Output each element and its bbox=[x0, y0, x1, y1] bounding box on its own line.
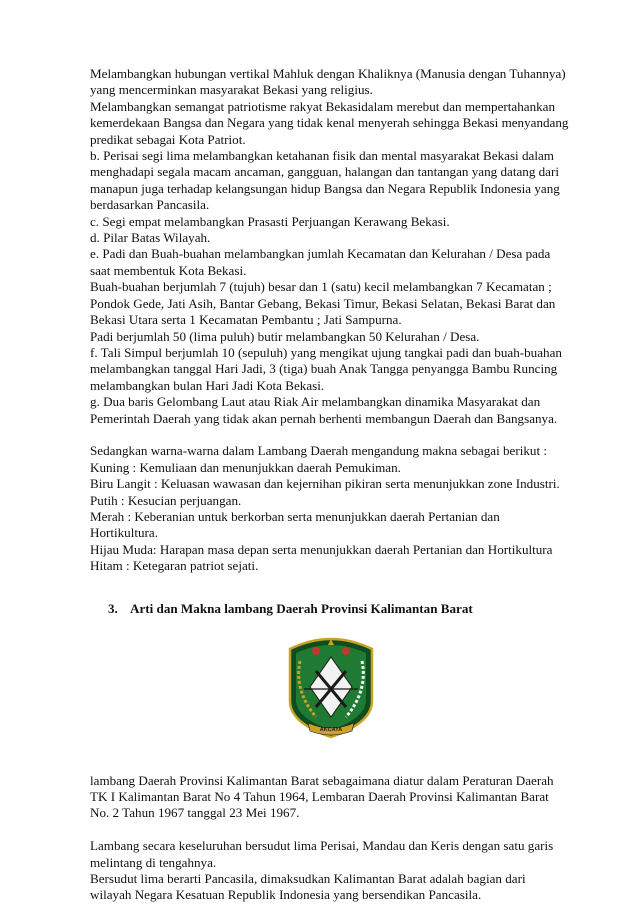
paragraph: Melambangkan semangat patriotisme rakyat Bekasidalam merebut dan mempertahankan kemerdekaan Bangsa dan Negara yang tidak kenal menyerah sehingga Bekasi menyandang predikat sebagai Kota Patriot. bbox=[90, 98, 569, 147]
paragraph: Kuning : Kemuliaan dan menunjukkan daerah Pemukiman. bbox=[90, 459, 401, 475]
emblem-banner-text: AKCAYA bbox=[319, 726, 343, 733]
section-heading bbox=[90, 601, 570, 617]
paragraph: Melambangkan hubungan vertikal Mahluk dengan Khaliknya (Manusia dengan Tuhannya) yang mencerminkan masyarakat Bekasi yang religius. bbox=[90, 66, 566, 98]
heading-number: 3. bbox=[108, 600, 118, 616]
paragraph: Sedangkan warna-warna dalam Lambang Daerah mengandung makna sebagai berikut : bbox=[90, 443, 548, 459]
emblem-figure bbox=[90, 631, 570, 751]
heading-text: Arti dan Makna lambang Daerah Provinsi Kalimantan Barat bbox=[130, 600, 473, 616]
paragraph: g. Dua baris Gelombang Laut atau Riak Air melambangkan dinamika Masyarakat dan Pemerintah Daerah yang tidak akan pernah berhenti membangun Daerah dan Bangsanya. bbox=[90, 394, 558, 426]
paragraph: Merah : Keberanian untuk berkorban serta menunjukkan daerah Pertanian dan Hortikultura. bbox=[90, 508, 500, 541]
bottom-section bbox=[90, 773, 570, 904]
document-page bbox=[90, 66, 570, 904]
paragraph: d. Pilar Batas Wilayah. bbox=[90, 230, 211, 246]
spacer bbox=[90, 575, 570, 601]
spacer bbox=[90, 822, 570, 838]
paragraph: f. Tali Simpul berjumlah 10 (sepuluh) yang mengikat ujung tangkai padi dan buah-buahan melambangkan tanggal Hari Jadi, 3 (tiga) buah Anak Tangga penyangga Bambu Runcing melambangkan bulan Hari Jadi Kota Bekasi. bbox=[90, 344, 562, 393]
paragraph: c. Segi empat melambangkan Prasasti Perjuangan Kerawang Bekasi. bbox=[90, 213, 450, 229]
spacer bbox=[90, 427, 570, 443]
kalimantan-barat-emblem-image bbox=[286, 631, 376, 741]
colors-section bbox=[90, 443, 570, 574]
paragraph: Hijau Muda: Harapan masa depan serta menunjukkan daerah Pertanian dan Hortikultura bbox=[90, 541, 553, 557]
paragraph: Lambang secara keseluruhan bersudut lima Perisai, Mandau dan Keris dengan satu garis melintang di tengahnya. bbox=[90, 838, 554, 870]
paragraph: b. Perisai segi lima melambangkan ketahanan fisik dan mental masyarakat Bekasi dalam menghadapi segala macam ancaman, gangguan, halangan dan tantangan yang datang dari manapun juga terhadap kelangsungan hidup Bangsa dan Negara Republik Indonesia yang berdasarkan Pancasila. bbox=[90, 148, 560, 213]
paragraph: Buah-buahan berjumlah 7 (tujuh) besar dan 1 (satu) kecil melambangkan 7 Kecamatan ; Pondok Gede, Jati Asih, Bantar Gebang, Bekasi Timur, Bekasi Selatan, Bekasi Barat dan Bekasi Utara serta 1 Kecamatan Pembantu ; Jati Sampurna. bbox=[90, 279, 556, 328]
paragraph: e. Padi dan Buah-buahan melambangkan jumlah Kecamatan dan Kelurahan / Desa pada saat membentuk Kota Bekasi. bbox=[90, 246, 551, 278]
paragraph: Bersudut lima berarti Pancasila, dimaksudkan Kalimantan Barat adalah bagian dari wilayah Negara Kesatuan Republik Indonesia yang bersendikan Pancasila. bbox=[90, 871, 526, 903]
paragraph: Hitam : Ketegaran patriot sejati. bbox=[90, 558, 259, 574]
paragraph: lambang Daerah Provinsi Kalimantan Barat sebagaimana diatur dalam Peraturan Daerah TK I Kalimantan Barat No 4 Tahun 1964, Lembaran Daerah Provinsi Kalimantan Barat No. 2 Tahun 1967 tanggal 23 Mei 1967. bbox=[90, 772, 554, 821]
paragraph: Putih : Kesucian perjuangan. bbox=[90, 492, 242, 508]
top-section bbox=[90, 66, 570, 427]
paragraph: Biru Langit : Keluasan wawasan dan kejernihan pikiran serta menunjukkan zone Industri. bbox=[90, 476, 560, 492]
paragraph: Padi berjumlah 50 (lima puluh) butir melambangkan 50 Kelurahan / Desa. bbox=[90, 328, 480, 344]
